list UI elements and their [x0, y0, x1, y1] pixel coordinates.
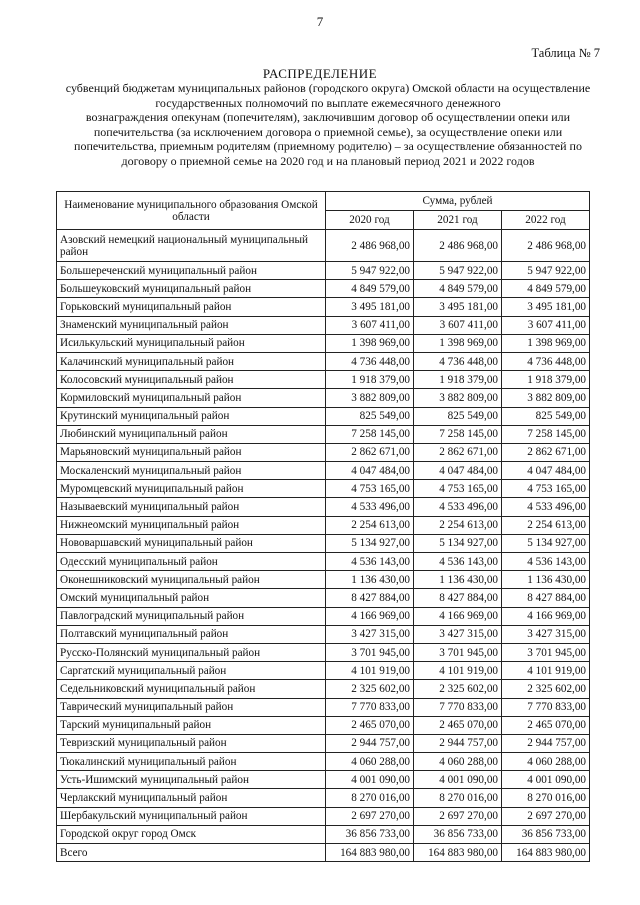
value-2022: 3 495 181,00 — [502, 298, 590, 316]
municipality-name: Называевский муниципальный район — [57, 498, 326, 516]
municipality-name: Усть-Ишимский муниципальный район — [57, 771, 326, 789]
table-row — [57, 589, 590, 607]
value-2021: 8 427 884,00 — [414, 589, 502, 607]
value-2021: 164 883 980,00 — [414, 844, 502, 862]
table-row — [57, 316, 590, 334]
value-2021: 5 134 927,00 — [414, 534, 502, 552]
municipality-name: Муромцевский муниципальный район — [57, 480, 326, 498]
value-2020: 7 258 145,00 — [326, 425, 414, 443]
value-2020: 5 134 927,00 — [326, 534, 414, 552]
municipality-name: Тюкалинский муниципальный район — [57, 753, 326, 771]
value-2020: 2 486 968,00 — [326, 230, 414, 262]
value-2022: 3 882 809,00 — [502, 389, 590, 407]
municipality-name: Нововаршавский муниципальный район — [57, 534, 326, 552]
value-2022: 8 270 016,00 — [502, 789, 590, 807]
municipality-name: Крутинский муниципальный район — [57, 407, 326, 425]
value-2020: 8 427 884,00 — [326, 589, 414, 607]
value-2022: 4 736 448,00 — [502, 352, 590, 370]
table-row — [57, 425, 590, 443]
subtitle-line: государственных полномочий по выплате ежемесячного денежного — [155, 95, 501, 110]
table-row — [57, 352, 590, 370]
value-2022: 1 398 969,00 — [502, 334, 590, 352]
value-2020: 4 533 496,00 — [326, 498, 414, 516]
value-2020: 1 918 379,00 — [326, 371, 414, 389]
value-2020: 3 427 315,00 — [326, 625, 414, 643]
table-row — [57, 534, 590, 552]
municipality-name: Нижнеомский муниципальный район — [57, 516, 326, 534]
value-2020: 2 697 270,00 — [326, 807, 414, 825]
value-2020: 4 166 969,00 — [326, 607, 414, 625]
table-row — [57, 807, 590, 825]
value-2020: 1 398 969,00 — [326, 334, 414, 352]
value-2021: 8 270 016,00 — [414, 789, 502, 807]
table-row — [57, 643, 590, 661]
municipality-name: Таврический муниципальный район — [57, 698, 326, 716]
municipality-name: Большеуковский муниципальный район — [57, 280, 326, 298]
value-2022: 5 947 922,00 — [502, 262, 590, 280]
value-2022: 825 549,00 — [502, 407, 590, 425]
municipality-name: Азовский немецкий национальный муниципальный район — [57, 230, 326, 262]
table-row — [57, 462, 590, 480]
value-2021: 4 736 448,00 — [414, 352, 502, 370]
subtitle-line: договору о приемной семье на 2020 год и на плановый период 2021 и 2022 годов — [121, 153, 535, 168]
table-row — [57, 389, 590, 407]
value-2022: 2 486 968,00 — [502, 230, 590, 262]
value-2020: 2 325 602,00 — [326, 680, 414, 698]
value-2020: 4 101 919,00 — [326, 662, 414, 680]
value-2021: 2 697 270,00 — [414, 807, 502, 825]
value-2021: 4 001 090,00 — [414, 771, 502, 789]
municipality-name: Кормиловский муниципальный район — [57, 389, 326, 407]
value-2022: 4 166 969,00 — [502, 607, 590, 625]
value-2021: 1 918 379,00 — [414, 371, 502, 389]
value-2020: 2 465 070,00 — [326, 716, 414, 734]
subtitle-line: вознаграждения опекунам (попечителям), заключившим договор об осуществлении опеки или — [85, 110, 571, 125]
value-2020: 2 862 671,00 — [326, 443, 414, 461]
value-2021: 2 486 968,00 — [414, 230, 502, 262]
value-2020: 4 047 484,00 — [326, 462, 414, 480]
value-2022: 4 001 090,00 — [502, 771, 590, 789]
table-label: Таблица № 7 — [531, 46, 600, 60]
document-title: РАСПРЕДЕЛЕНИЕ — [262, 66, 378, 81]
document-subtitle — [40, 81, 616, 169]
municipality-name: Саргатский муниципальный район — [57, 662, 326, 680]
value-2022: 7 770 833,00 — [502, 698, 590, 716]
value-2022: 1 136 430,00 — [502, 571, 590, 589]
table-row — [57, 480, 590, 498]
value-2021: 4 533 496,00 — [414, 498, 502, 516]
table-row — [57, 734, 590, 752]
table-row — [57, 662, 590, 680]
value-2021: 7 770 833,00 — [414, 698, 502, 716]
value-2022: 4 101 919,00 — [502, 662, 590, 680]
municipality-name: Колосовский муниципальный район — [57, 371, 326, 389]
value-2022: 2 944 757,00 — [502, 734, 590, 752]
municipality-name: Одесский муниципальный район — [57, 553, 326, 571]
value-2021: 2 254 613,00 — [414, 516, 502, 534]
value-2022: 2 254 613,00 — [502, 516, 590, 534]
value-2022: 4 533 496,00 — [502, 498, 590, 516]
table-row — [57, 407, 590, 425]
municipality-name: Москаленский муниципальный район — [57, 462, 326, 480]
value-2021: 2 862 671,00 — [414, 443, 502, 461]
value-2020: 3 882 809,00 — [326, 389, 414, 407]
table-row — [57, 625, 590, 643]
table-row — [57, 680, 590, 698]
table-row — [57, 844, 590, 862]
value-2021: 4 101 919,00 — [414, 662, 502, 680]
table-row — [57, 825, 590, 843]
value-2021: 2 465 070,00 — [414, 716, 502, 734]
value-2020: 4 753 165,00 — [326, 480, 414, 498]
value-2021: 4 753 165,00 — [414, 480, 502, 498]
value-2022: 7 258 145,00 — [502, 425, 590, 443]
value-2020: 3 607 411,00 — [326, 316, 414, 334]
table-row — [57, 262, 590, 280]
value-2021: 3 495 181,00 — [414, 298, 502, 316]
value-2020: 4 736 448,00 — [326, 352, 414, 370]
municipality-name: Тарский муниципальный район — [57, 716, 326, 734]
table-row — [57, 698, 590, 716]
value-2022: 4 047 484,00 — [502, 462, 590, 480]
value-2021: 3 701 945,00 — [414, 643, 502, 661]
value-2020: 1 136 430,00 — [326, 571, 414, 589]
municipality-name: Исилькульский муниципальный район — [57, 334, 326, 352]
municipality-name: Русско-Полянский муниципальный район — [57, 643, 326, 661]
table-row — [57, 443, 590, 461]
value-2020: 2 254 613,00 — [326, 516, 414, 534]
value-2022: 4 536 143,00 — [502, 553, 590, 571]
table-row — [57, 334, 590, 352]
table-row — [57, 371, 590, 389]
value-2020: 8 270 016,00 — [326, 789, 414, 807]
municipality-name: Черлакский муниципальный район — [57, 789, 326, 807]
value-2020: 825 549,00 — [326, 407, 414, 425]
value-2022: 2 697 270,00 — [502, 807, 590, 825]
value-2021: 4 047 484,00 — [414, 462, 502, 480]
value-2021: 2 944 757,00 — [414, 734, 502, 752]
value-2020: 2 944 757,00 — [326, 734, 414, 752]
value-2022: 5 134 927,00 — [502, 534, 590, 552]
municipality-name: Любинский муниципальный район — [57, 425, 326, 443]
value-2020: 4 001 090,00 — [326, 771, 414, 789]
value-2022: 164 883 980,00 — [502, 844, 590, 862]
value-2022: 36 856 733,00 — [502, 825, 590, 843]
table-row — [57, 607, 590, 625]
subtitle-line: субвенций бюджетам муниципальных районов (городского округа) Омской области на осуществление — [65, 81, 591, 95]
municipality-name: Калачинский муниципальный район — [57, 352, 326, 370]
value-2021: 7 258 145,00 — [414, 425, 502, 443]
value-2020: 5 947 922,00 — [326, 262, 414, 280]
header-year-2020: 2020 год — [326, 211, 414, 230]
value-2021: 2 325 602,00 — [414, 680, 502, 698]
value-2021: 4 166 969,00 — [414, 607, 502, 625]
municipality-name: Павлоградский муниципальный район — [57, 607, 326, 625]
page-number: 7 — [316, 14, 324, 29]
table-row — [57, 498, 590, 516]
value-2022: 2 465 070,00 — [502, 716, 590, 734]
table-row — [57, 716, 590, 734]
header-year-2022: 2022 год — [502, 211, 590, 230]
municipality-name: Оконешниковский муниципальный район — [57, 571, 326, 589]
table-row — [57, 298, 590, 316]
municipality-name: Городской округ город Омск — [57, 825, 326, 843]
value-2021: 3 427 315,00 — [414, 625, 502, 643]
municipality-name: Всего — [57, 844, 326, 862]
value-2022: 1 918 379,00 — [502, 371, 590, 389]
value-2020: 36 856 733,00 — [326, 825, 414, 843]
municipality-name: Большереченский муниципальный район — [57, 262, 326, 280]
value-2021: 4 060 288,00 — [414, 753, 502, 771]
value-2020: 164 883 980,00 — [326, 844, 414, 862]
value-2021: 3 882 809,00 — [414, 389, 502, 407]
value-2020: 3 701 945,00 — [326, 643, 414, 661]
value-2022: 4 060 288,00 — [502, 753, 590, 771]
table-row — [57, 516, 590, 534]
value-2022: 2 862 671,00 — [502, 443, 590, 461]
subtitle-line: попечительства, приемным родителям (приемному родителю) – за осуществление обязанностей по — [74, 139, 582, 154]
municipality-name: Седельниковский муниципальный район — [57, 680, 326, 698]
municipality-name: Тевризский муниципальный район — [57, 734, 326, 752]
municipality-name: Омский муниципальный район — [57, 589, 326, 607]
municipality-name: Знаменский муниципальный район — [57, 316, 326, 334]
municipality-name: Полтавский муниципальный район — [57, 625, 326, 643]
value-2020: 4 849 579,00 — [326, 280, 414, 298]
table-row — [57, 571, 590, 589]
table-row — [57, 771, 590, 789]
value-2022: 4 849 579,00 — [502, 280, 590, 298]
municipality-name: Шербакульский муниципальный район — [57, 807, 326, 825]
header-year-2021: 2021 год — [414, 211, 502, 230]
value-2022: 4 753 165,00 — [502, 480, 590, 498]
value-2020: 3 495 181,00 — [326, 298, 414, 316]
value-2021: 4 849 579,00 — [414, 280, 502, 298]
table-body — [57, 230, 590, 862]
table-row — [57, 753, 590, 771]
table-row — [57, 280, 590, 298]
value-2020: 4 536 143,00 — [326, 553, 414, 571]
value-2021: 825 549,00 — [414, 407, 502, 425]
municipality-name: Марьяновский муниципальный район — [57, 443, 326, 461]
table-row — [57, 230, 590, 262]
value-2020: 7 770 833,00 — [326, 698, 414, 716]
value-2021: 1 136 430,00 — [414, 571, 502, 589]
value-2022: 8 427 884,00 — [502, 589, 590, 607]
value-2021: 3 607 411,00 — [414, 316, 502, 334]
municipality-name: Горьковский муниципальный район — [57, 298, 326, 316]
value-2021: 1 398 969,00 — [414, 334, 502, 352]
value-2022: 2 325 602,00 — [502, 680, 590, 698]
value-2021: 36 856 733,00 — [414, 825, 502, 843]
value-2022: 3 607 411,00 — [502, 316, 590, 334]
value-2022: 3 701 945,00 — [502, 643, 590, 661]
value-2021: 5 947 922,00 — [414, 262, 502, 280]
distribution-table — [56, 191, 590, 862]
table-row — [57, 789, 590, 807]
table-row — [57, 553, 590, 571]
value-2022: 3 427 315,00 — [502, 625, 590, 643]
header-municipality: Наименование муниципального образования Омской области — [57, 192, 326, 230]
value-2020: 4 060 288,00 — [326, 753, 414, 771]
subtitle-line: попечительства (за исключением договора о приемной семье), за осуществление опеки или — [93, 124, 563, 139]
header-sum: Сумма, рублей — [326, 192, 590, 211]
value-2021: 4 536 143,00 — [414, 553, 502, 571]
